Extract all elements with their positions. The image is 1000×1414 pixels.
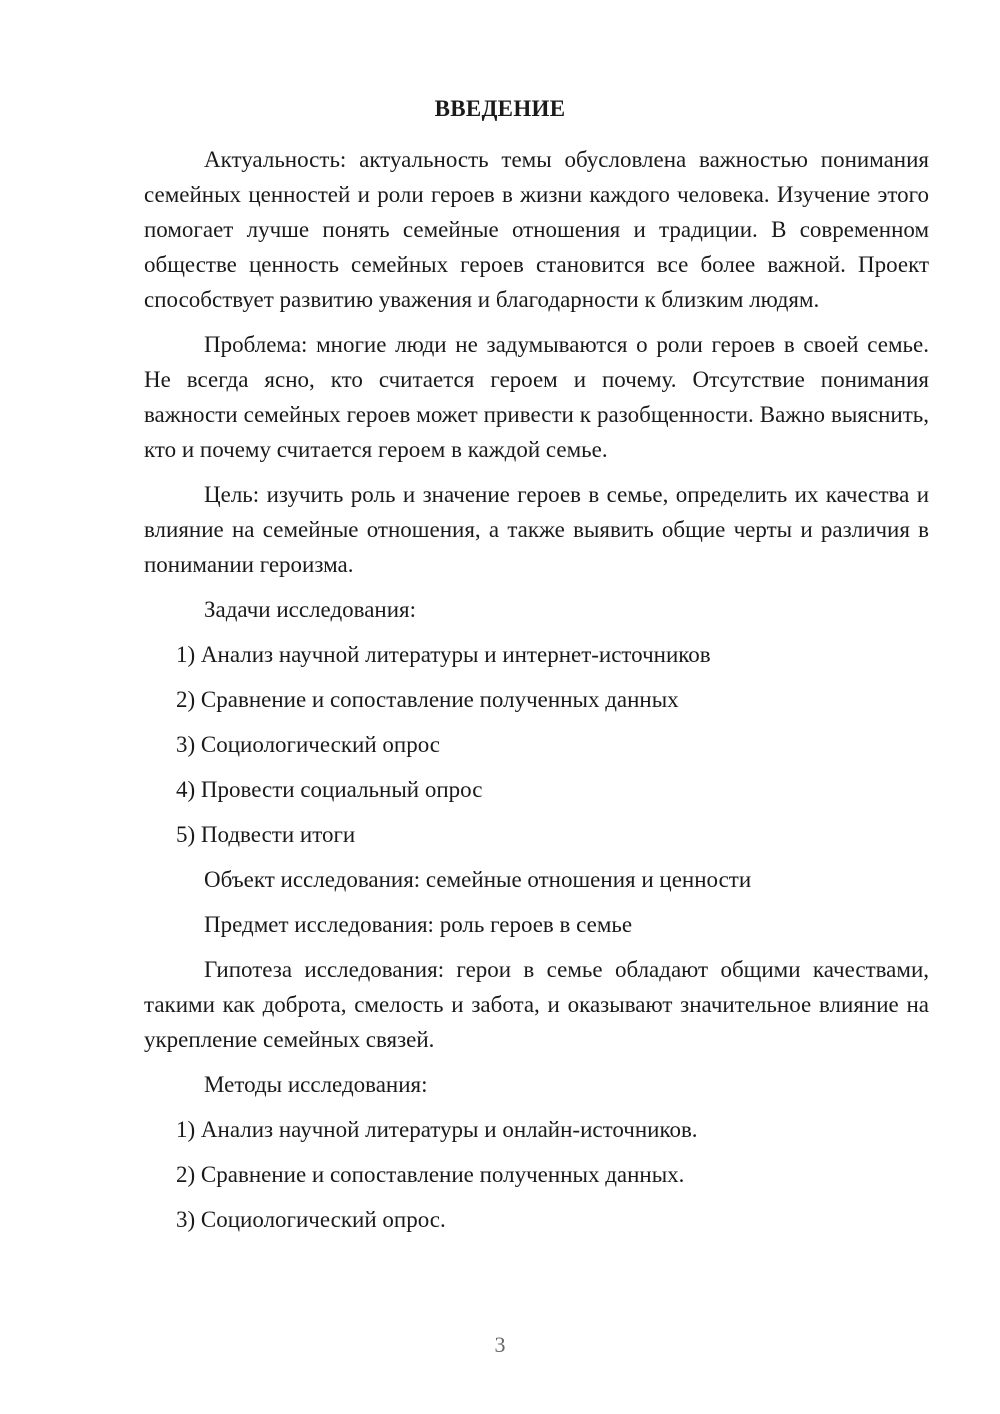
paragraph-relevance: Актуальность: актуальность темы обусловлена важностью понимания семейных ценностей и роли героев в жизни каждого человека. Изучение этого помогает лучше понять семейные отношения и традиции. В современном обществе ценность семейных героев становится все более важной. Проект способствует развитию уважения и благодарности к близким людям. — [144, 147, 929, 312]
page-number: 3 — [494, 1332, 506, 1357]
task-item: 4) Провести социальный опрос — [176, 777, 483, 802]
methods-heading: Методы исследования: — [204, 1072, 428, 1097]
method-item: 1) Анализ научной литературы и онлайн-источников. — [176, 1117, 698, 1142]
tasks-heading: Задачи исследования: — [204, 597, 417, 622]
task-item: 5) Подвести итоги — [176, 822, 356, 847]
method-item: 2) Сравнение и сопоставление полученных данных. — [176, 1162, 685, 1187]
paragraph-goal: Цель: изучить роль и значение героев в семье, определить их качества и влияние на семейные отношения, а также выявить общие черты и различия в понимании героизма. — [144, 482, 929, 577]
paragraph-hypothesis: Гипотеза исследования: герои в семье обладают общими качествами, такими как доброта, смелость и забота, и оказывают значительное влияние на укрепление семейных связей. — [144, 957, 929, 1052]
paragraph-problem: Проблема: многие люди не задумываются о роли героев в своей семье. Не всегда ясно, кто считается героем и почему. Отсутствие понимания важности семейных героев может привести к разобщенности. Важно выяснить, кто и почему считается героем в каждой семье. — [144, 332, 929, 462]
page-title: ВВЕДЕНИЕ — [434, 96, 566, 121]
subject-line: Предмет исследования: роль героев в семье — [204, 912, 633, 937]
task-item: 1) Анализ научной литературы и интернет-источников — [176, 642, 711, 667]
document-body — [144, 142, 929, 1247]
task-item: 3) Социологический опрос — [176, 732, 440, 757]
object-line: Объект исследования: семейные отношения и ценности — [204, 867, 752, 892]
method-item: 3) Социологический опрос. — [176, 1207, 446, 1232]
task-item: 2) Сравнение и сопоставление полученных данных — [176, 687, 679, 712]
